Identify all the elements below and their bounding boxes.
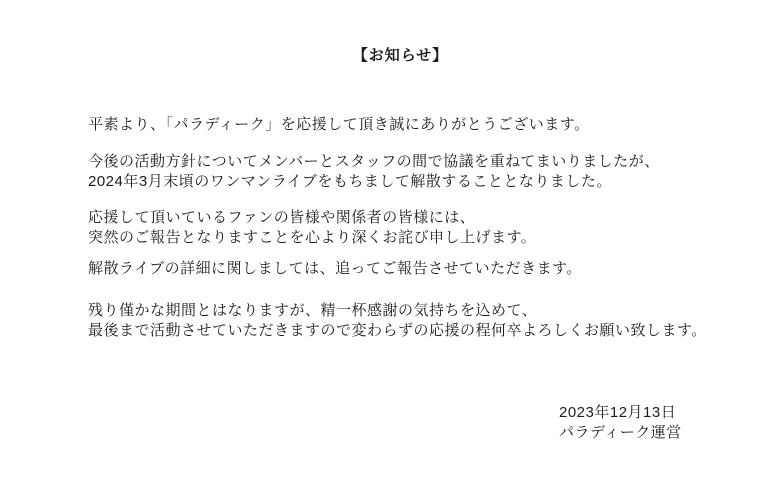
notice-line: 解散ライブの詳細に関しましては、追ってご報告させていただきます。	[88, 260, 582, 277]
notice-title: 【お知らせ】	[352, 47, 449, 64]
notice-line: 最後まで活動させていただきますので変わらずの応援の程何卒よろしくお願い致します。	[88, 322, 707, 339]
notice-paragraph-disband-announcement	[88, 152, 660, 192]
notice-paragraph-live-details	[88, 259, 582, 279]
notice-line: 2024年3月末頃のワンマンライブをもちまして解散することとなりました。	[88, 173, 612, 190]
notice-paragraph-closing	[88, 301, 707, 341]
notice-line: 応援して頂いているファンの皆様や関係者の皆様には、	[88, 209, 476, 226]
notice-paragraph-apology	[88, 208, 536, 248]
notice-line: 突然のご報告となりますことを心より深くお詫び申し上げます。	[88, 229, 537, 246]
signature-block	[559, 403, 682, 443]
notice-line: 平素より、「パラディーク」を応援して頂き誠にありがとうございます。	[88, 116, 590, 133]
notice-paragraph-greeting	[88, 115, 590, 135]
signature-date: 2023年12月13日	[559, 404, 677, 421]
signature-name: パラディーク運営	[559, 424, 682, 441]
notice-line: 今後の活動方針についてメンバーとスタッフの間で協議を重ねてまいりましたが、	[88, 153, 660, 170]
notice-line: 残り僅かな期間とはなりますが、精一杯感謝の気持ちを込めて、	[88, 302, 538, 319]
